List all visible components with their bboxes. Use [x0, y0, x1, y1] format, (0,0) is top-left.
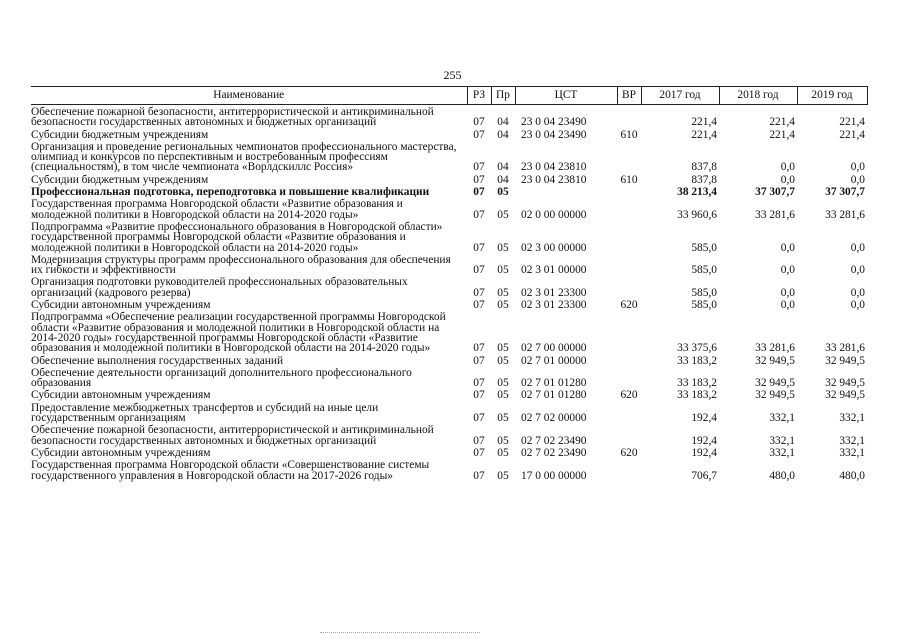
row-2017-value: 585,0: [691, 241, 717, 254]
table-row: [31, 105, 867, 128]
row-2019-value: 0,0: [850, 241, 865, 254]
row-cst: 23 0 04 23490: [521, 116, 587, 129]
row-pr: 05: [497, 186, 509, 199]
row-cst: 23 0 04 23810: [521, 161, 587, 174]
row-cst: 02 7 02 00000: [521, 412, 587, 425]
header-name: Наименование: [31, 87, 467, 105]
row-2017-value: 33 960,6: [677, 208, 717, 221]
row-rz: 07: [473, 377, 485, 390]
row-name: Государственная программа Новгородской области «Совершенствование системы государственного управления в Новгородской области на 2017-2026 годы»: [31, 459, 430, 482]
table-row: [31, 446, 867, 458]
row-cst: 02 7 01 00000: [521, 354, 587, 367]
row-rz: 07: [473, 128, 485, 141]
row-pr: 05: [497, 354, 509, 367]
row-2019-value: 33 281,6: [825, 342, 865, 355]
header-2017: 2017 год: [641, 87, 719, 105]
row-pr: 05: [497, 208, 509, 221]
table-row: [31, 220, 867, 253]
row-cst: 02 7 02 23490: [521, 446, 587, 459]
table-row: [31, 458, 867, 481]
footer-dotted-line: [320, 632, 480, 634]
row-2017-value: 837,8: [691, 161, 717, 174]
row-name: Субсидии бюджетным учреждениям: [31, 173, 209, 186]
row-name: Обеспечение выполнения государственных заданий: [31, 354, 284, 367]
row-2018-value: 480,0: [769, 469, 795, 482]
row-name: Обеспечение деятельности организаций дополнительного профессионального образования: [31, 366, 412, 390]
row-2019-value: 37 307,7: [825, 186, 865, 199]
row-2018-value: 0,0: [780, 241, 795, 254]
row-cst: 17 0 00 00000: [521, 469, 587, 482]
row-rz: 07: [473, 264, 485, 277]
row-cst: 02 3 00 00000: [521, 241, 587, 254]
row-cst: 02 7 02 23490: [521, 434, 587, 447]
row-2017-value: 837,8: [691, 173, 717, 186]
header-cst: ЦСТ: [515, 87, 617, 105]
row-pr: 05: [497, 299, 509, 312]
row-2018-value: 0,0: [780, 299, 795, 312]
row-rz: 07: [473, 299, 485, 312]
row-2018-value: 0,0: [780, 286, 795, 299]
row-2018-value: 0,0: [780, 264, 795, 277]
row-2017-value: 33 183,2: [677, 354, 717, 367]
row-name: Модернизация структуры программ профессионального образования для обеспечения их гибкости и эффективности: [31, 253, 451, 277]
row-2019-value: 32 949,5: [825, 389, 865, 402]
row-vr: 610: [620, 128, 638, 141]
row-rz: 07: [473, 412, 485, 425]
row-pr: 04: [497, 116, 509, 129]
row-vr: 610: [620, 173, 638, 186]
header-pr: Пр: [491, 87, 515, 105]
row-rz: 07: [473, 173, 485, 186]
row-2019-value: 32 949,5: [825, 377, 865, 390]
row-rz: 07: [473, 342, 485, 355]
row-vr: [617, 140, 641, 173]
row-2019-value: 0,0: [850, 286, 865, 299]
row-2017-value: 585,0: [691, 299, 717, 312]
row-2019-value: 0,0: [850, 299, 865, 312]
row-rz: 07: [473, 161, 485, 174]
row-2018-value: 221,4: [769, 128, 795, 141]
row-2019-value: 332,1: [839, 446, 865, 459]
row-cst: [515, 185, 617, 197]
row-name: Профессиональная подготовка, переподготовка и повышение квалификации: [31, 186, 430, 199]
row-name: Обеспечение пожарной безопасности, антитеррористической и антикриминальной безопасности государственных автономных и бюджетных организаций: [31, 106, 434, 129]
page-number: 255: [443, 68, 462, 82]
row-2018-value: 37 307,7: [755, 186, 795, 199]
row-2017-value: 192,4: [691, 434, 717, 447]
row-cst: 02 7 00 00000: [521, 342, 587, 355]
row-2019-value: 32 949,5: [825, 354, 865, 367]
row-rz: 07: [473, 469, 485, 482]
row-2018-value: 221,4: [769, 116, 795, 129]
table-row: [31, 197, 867, 220]
row-name: Субсидии бюджетным учреждениям: [31, 128, 209, 141]
row-name: Обеспечение пожарной безопасности, антитеррористической и антикриминальной безопасности государственных автономных и бюджетных организаций: [31, 424, 434, 447]
row-2018-value: 32 949,5: [755, 389, 795, 402]
row-2017-value: 33 183,2: [677, 389, 717, 402]
row-2019-value: 221,4: [839, 116, 865, 129]
row-vr: [617, 185, 641, 197]
table-row: [31, 173, 867, 185]
row-vr: [617, 220, 641, 253]
row-cst: 23 0 04 23490: [521, 128, 587, 141]
table-row: [31, 275, 867, 298]
row-2018-value: 33 281,6: [755, 208, 795, 221]
row-rz: 07: [473, 208, 485, 221]
row-vr: 620: [620, 299, 638, 312]
row-rz: 07: [473, 116, 485, 129]
row-2018-value: 0,0: [780, 161, 795, 174]
row-2018-value: 32 949,5: [755, 354, 795, 367]
row-pr: 05: [497, 469, 509, 482]
table-row: [31, 298, 867, 310]
table-row: [31, 401, 867, 424]
row-2019-value: 33 281,6: [825, 208, 865, 221]
row-2019-value: 0,0: [850, 161, 865, 174]
row-rz: 07: [473, 354, 485, 367]
row-2019-value: 332,1: [839, 412, 865, 425]
row-2017-value: 33 375,6: [677, 342, 717, 355]
row-pr: 05: [497, 241, 509, 254]
row-2017-value: 192,4: [691, 446, 717, 459]
row-vr: [617, 354, 641, 366]
row-name: Предоставление межбюджетных трансфертов и субсидий на иные цели государственным организациям: [31, 401, 379, 425]
row-cst: 02 7 01 01280: [521, 389, 587, 402]
row-pr: 05: [497, 342, 509, 355]
table-row: [31, 388, 867, 400]
row-2017-value: 192,4: [691, 412, 717, 425]
row-vr: [617, 275, 641, 298]
row-name: Субсидии автономным учреждениям: [31, 389, 211, 402]
row-2018-value: 332,1: [769, 446, 795, 459]
table-row: [31, 366, 867, 389]
row-2017-value: 33 183,2: [677, 377, 717, 390]
row-name: Субсидии автономным учреждениям: [31, 299, 211, 312]
table-header-row: [31, 87, 867, 105]
row-pr: 04: [497, 128, 509, 141]
row-2018-value: 332,1: [769, 412, 795, 425]
row-2019-value: 480,0: [839, 469, 865, 482]
row-cst: 02 7 01 01280: [521, 377, 587, 390]
row-2017-value: 706,7: [691, 469, 717, 482]
row-2017-value: 585,0: [691, 264, 717, 277]
row-vr: 620: [620, 389, 638, 402]
header-rz: РЗ: [467, 87, 491, 105]
table-body: [31, 105, 867, 481]
row-2018-value: 0,0: [780, 173, 795, 186]
row-2017-value: 38 213,4: [677, 186, 717, 199]
row-pr: 05: [497, 286, 509, 299]
row-cst: 02 0 00 00000: [521, 208, 587, 221]
row-vr: 620: [620, 446, 638, 459]
table-row: [31, 354, 867, 366]
row-pr: 05: [497, 446, 509, 459]
row-2018-value: 33 281,6: [755, 342, 795, 355]
row-pr: 05: [497, 434, 509, 447]
row-pr: 04: [497, 161, 509, 174]
header-2018: 2018 год: [719, 87, 797, 105]
row-rz: 07: [473, 186, 485, 199]
row-pr: 05: [497, 377, 509, 390]
row-vr: [617, 105, 641, 128]
row-vr: [617, 458, 641, 481]
row-2017-value: 221,4: [691, 116, 717, 129]
row-2019-value: 0,0: [850, 173, 865, 186]
row-2019-value: 0,0: [850, 264, 865, 277]
row-pr: 05: [497, 264, 509, 277]
row-2017-value: 585,0: [691, 286, 717, 299]
row-2019-value: 221,4: [839, 128, 865, 141]
table-row: [31, 310, 867, 353]
row-pr: 05: [497, 389, 509, 402]
row-rz: 07: [473, 241, 485, 254]
row-rz: 07: [473, 446, 485, 459]
table-row: [31, 128, 867, 140]
row-vr: [617, 401, 641, 424]
table-row: [31, 185, 867, 197]
row-vr: [617, 366, 641, 389]
table-row: [31, 140, 867, 173]
row-cst: 02 3 01 23300: [521, 299, 587, 312]
row-rz: 07: [473, 286, 485, 299]
row-vr: [617, 197, 641, 220]
row-2017-value: 221,4: [691, 128, 717, 141]
row-2019-value: 332,1: [839, 434, 865, 447]
row-2018-value: 332,1: [769, 434, 795, 447]
row-name: Подпрограмма «Развитие профессионального образования в Новгородской области» государственной программы Новгородской области «Развитие образования и молодежной политики в Новгородской области на 2014-2020 годы»: [31, 220, 443, 254]
table-row: [31, 253, 867, 276]
row-2018-value: 32 949,5: [755, 377, 795, 390]
row-vr: [617, 310, 641, 353]
row-name: Организация и проведение региональных чемпионатов профессионального мастерства, олимпиад и конкурсов по перспективным и востребованным профессиям (специальностям), в том числе чемпионата «Ворлдскиллс Россия»: [31, 140, 457, 174]
row-pr: 05: [497, 412, 509, 425]
row-rz: 07: [473, 434, 485, 447]
row-vr: [617, 423, 641, 446]
row-cst: 02 3 01 00000: [521, 264, 587, 277]
row-cst: 02 3 01 23300: [521, 286, 587, 299]
row-pr: 04: [497, 173, 509, 186]
row-cst: 23 0 04 23810: [521, 173, 587, 186]
row-name: Организация подготовки руководителей профессиональных образовательных организаций (кадрового резерва): [31, 276, 408, 299]
row-name: Субсидии автономным учреждениям: [31, 446, 211, 459]
header-2019: 2019 год: [797, 87, 867, 105]
row-name: Государственная программа Новгородской области «Развитие образования и молодежной политики в Новгородской области на 2014-2020 годы»: [31, 198, 403, 221]
row-vr: [617, 253, 641, 276]
budget-table: [31, 86, 868, 481]
header-vr: ВР: [617, 87, 641, 105]
row-name: Подпрограмма «Обеспечение реализации государственной программы Новгородской области «Развитие образования и молодежной политики в Новгородской области на 2014-2020 годы» государственной программы Новгородской области «Развитие образования и молодежной политики в Новгородской области на 2014-2020 годы»: [31, 311, 446, 355]
row-rz: 07: [473, 389, 485, 402]
table-row: [31, 423, 867, 446]
